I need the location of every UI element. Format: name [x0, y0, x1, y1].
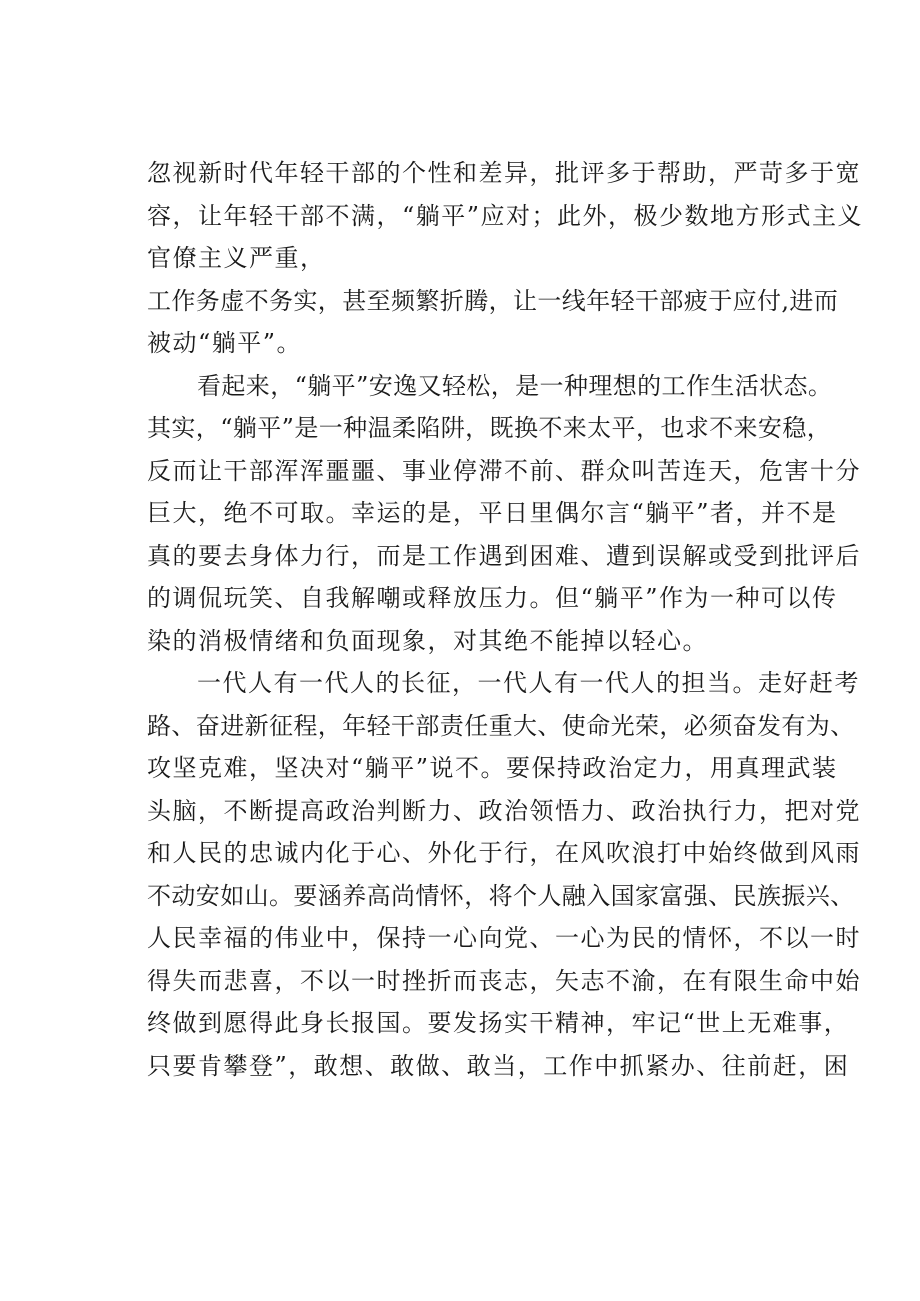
text-line: 路、奋进新征程，年轻干部责任重大、使命光荣，必须奋发有为、 [147, 711, 855, 740]
text-line: 容，让年轻干部不满，“躺平”应对；此外，极少数地方形式主义 [147, 201, 864, 230]
text-line: 的调侃玩笑、自我解嘲或释放压力。但“躺平”作为一种可以传 [147, 584, 838, 612]
text-line: 头脑，不断提高政治判断力、政治领悟力、政治执行力，把对党 [147, 796, 861, 825]
text-line: 攻坚克难，坚决对“躺平”说不。要保持政治定力，用真理武装 [147, 754, 838, 782]
text-line: 忽视新时代年轻干部的个性和差异，批评多于帮助，严苛多于宽 [147, 159, 861, 187]
text-line: 不动安如山。要涵养高尚情怀，将个人融入国家富强、民族振兴、 [147, 881, 855, 910]
text-line: 和人民的忠诚内化于心、外化于行，在风吹浪打中始终做到风雨 [147, 839, 861, 867]
text-line: 其实，“躺平”是一种温柔陷阱，既换不来太平，也求不来安稳， [147, 414, 832, 442]
text-line: 真的要去身体力行，而是工作遇到困难、遭到误解或受到批评后 [147, 541, 861, 570]
text-line: 人民幸福的伟业中，保持一心向党、一心为民的情怀，不以一时 [147, 924, 861, 952]
document-page [147, 152, 864, 1087]
text-line: 巨大，绝不可取。幸运的是，平日里偶尔言“躺平”者，并不是 [147, 499, 838, 527]
paragraph-start-line: 看起来，“躺平”安逸又轻松，是一种理想的工作生活状态。 [197, 371, 833, 400]
paragraph-start-line: 一代人有一代人的长征，一代人有一代人的担当。走好赶考 [197, 669, 860, 697]
text-line: 染的消极情绪和负面现象，对其绝不能掉以轻心。 [147, 626, 708, 655]
text-line: 官僚主义严重， [147, 244, 326, 272]
text-line: 得失而悲喜，不以一时挫折而丧志，矢志不渝，在有限生命中始 [147, 966, 861, 995]
text-line: 只要肯攀登”，敢想、敢做、敢当，工作中抓紧办、往前赶，困 [147, 1051, 850, 1080]
text-line: 被动“躺平”。 [147, 329, 303, 357]
text-line: 工作务虚不务实，甚至频繁折腾，让一线年轻干部疲于应付,进而 [147, 286, 839, 315]
text-line: 反而让干部浑浑噩噩、事业停滞不前、群众叫苦连天，危害十分 [147, 456, 861, 485]
text-line: 终做到愿得此身长报国。要发扬实干精神，牢记“世上无难事， [147, 1009, 850, 1037]
